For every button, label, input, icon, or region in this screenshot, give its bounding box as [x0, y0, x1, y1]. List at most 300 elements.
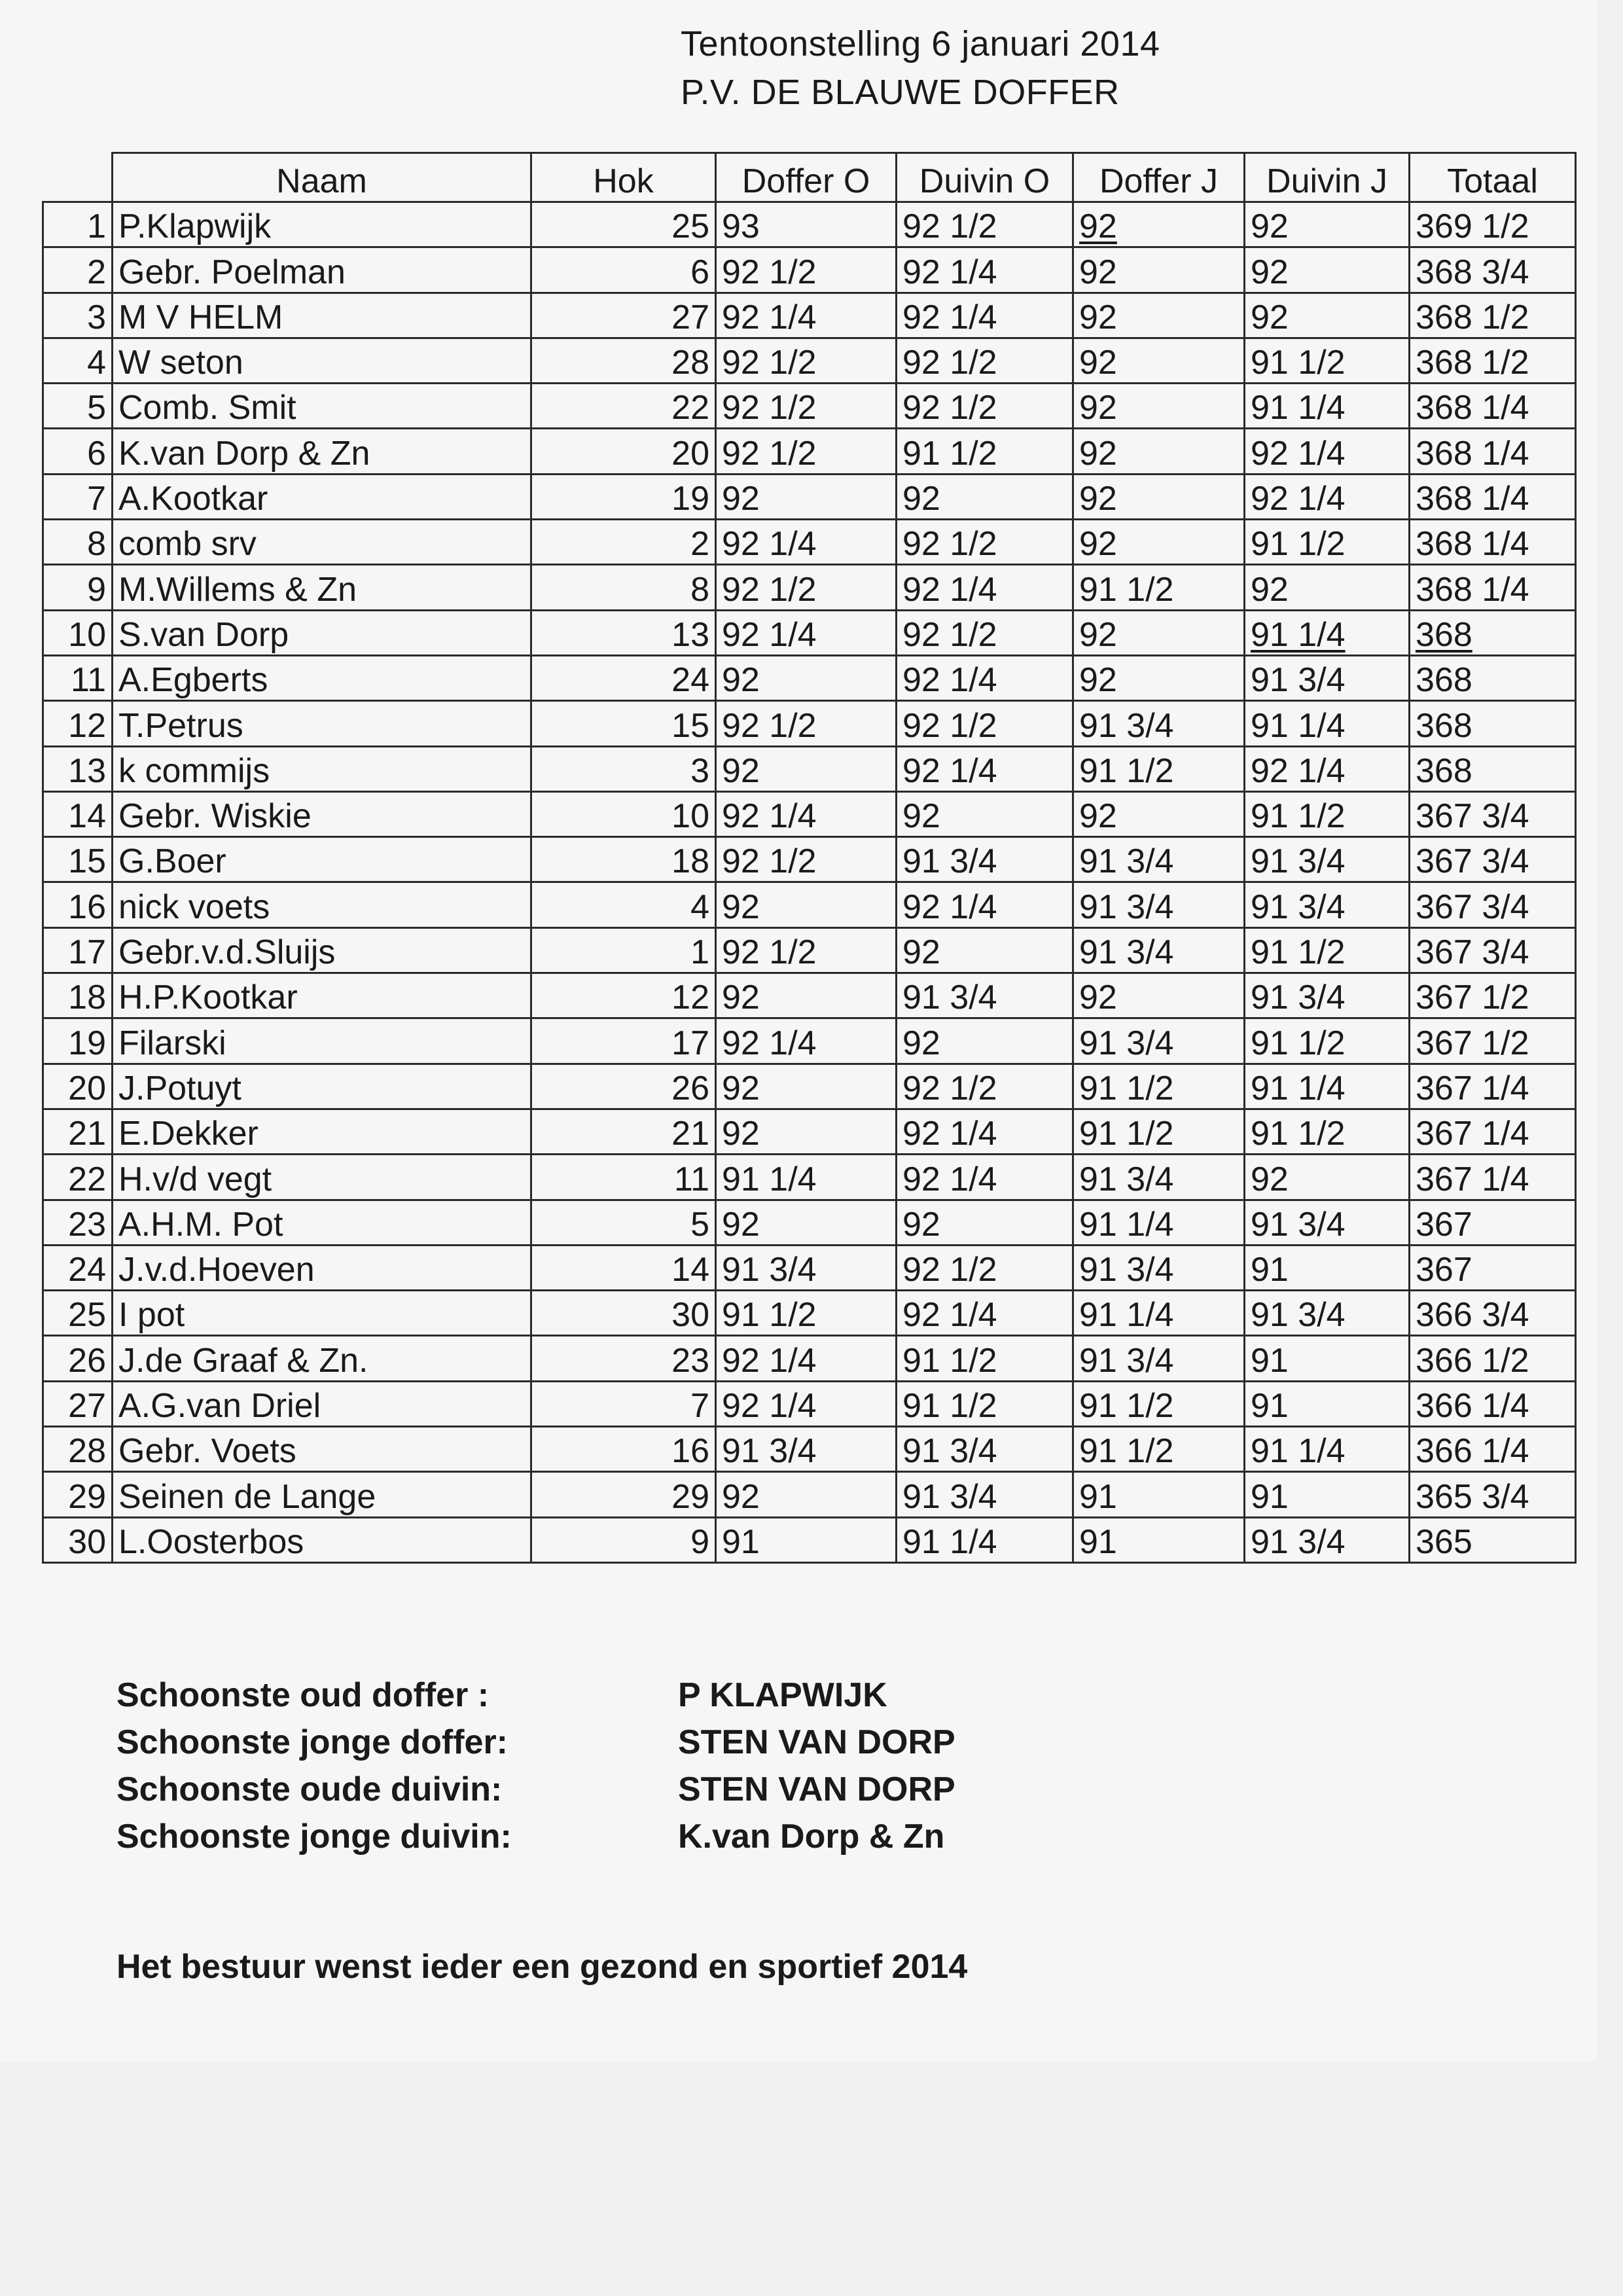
cell-value: 367: [1416, 1251, 1472, 1289]
cell-value: 365: [1416, 1522, 1472, 1561]
duivin-o-cell: [897, 1517, 1073, 1562]
table-row: [43, 610, 1576, 655]
cell-value: 8: [87, 525, 106, 564]
cell-value: 6: [87, 434, 106, 473]
cell-value: 18: [68, 978, 106, 1017]
duivin-o-cell: [897, 1018, 1073, 1064]
cell-value: 91 3/4: [902, 1477, 997, 1516]
cell-value: 8: [690, 570, 709, 609]
doffer-j-cell: [1073, 701, 1245, 746]
cell-value: 11: [674, 1160, 709, 1198]
cell-value: 92 1/4: [902, 570, 997, 609]
cell-value: 368 1/4: [1416, 570, 1529, 609]
duivin-j-cell: [1245, 384, 1410, 429]
award-row: [116, 1719, 955, 1766]
cell-value: 92 1/4: [902, 1115, 997, 1153]
table-row: [43, 1018, 1576, 1064]
name-cell: [113, 1472, 531, 1517]
totaal-cell: [1410, 202, 1576, 247]
hok-cell: [531, 1381, 716, 1426]
hok-cell: [531, 1018, 716, 1064]
hok-cell: [531, 565, 716, 610]
cell-value: 91 3/4: [1079, 888, 1174, 926]
table-row: [43, 1381, 1576, 1426]
hok-cell: [531, 1245, 716, 1290]
cell-value: 6: [690, 253, 709, 291]
duivin-j-cell: [1245, 1381, 1410, 1426]
cell-value: 92: [1251, 253, 1289, 291]
totaal-cell: [1410, 1336, 1576, 1381]
doffer-o-cell: [716, 1018, 897, 1064]
name-cell: [113, 247, 531, 293]
table-row: [43, 429, 1576, 474]
totaal-cell: [1410, 338, 1576, 383]
cell-value: 92 1/4: [1251, 751, 1346, 790]
doffer-j-cell: [1073, 1381, 1245, 1426]
cell-value: Gebr. Poelman: [118, 253, 346, 291]
duivin-o-cell: [897, 837, 1073, 882]
duivin-o-cell: [897, 973, 1073, 1018]
cell-value: Seinen de Lange: [118, 1477, 376, 1516]
cell-value: 2: [87, 253, 106, 291]
cell-value: 91 3/4: [1079, 933, 1174, 972]
cell-value: 92 1/2: [902, 207, 997, 246]
doffer-j-cell: [1073, 338, 1245, 383]
doffer-o-cell: [716, 701, 897, 746]
cell-value: 30: [68, 1522, 106, 1561]
name-cell: [113, 655, 531, 700]
totaal-cell: [1410, 429, 1576, 474]
duivin-j-cell: [1245, 837, 1410, 882]
doffer-o-cell: [716, 882, 897, 927]
name-cell: [113, 1291, 531, 1336]
cell-value: 92: [902, 1205, 940, 1244]
duivin-j-cell: [1245, 655, 1410, 700]
cell-value: 92: [1079, 207, 1117, 246]
doffer-j-cell: [1073, 1018, 1245, 1064]
totaal-cell: [1410, 701, 1576, 746]
award-label: Schoonste jonge duivin:: [116, 1818, 512, 1856]
doffer-j-cell: [1073, 247, 1245, 293]
rank-cell: [43, 791, 113, 836]
doffer-j-cell: [1073, 655, 1245, 700]
cell-value: 92: [1079, 978, 1117, 1017]
cell-value: 4: [87, 344, 106, 382]
cell-value: 15: [671, 706, 709, 745]
name-cell: [113, 973, 531, 1018]
cell-value: 91 1/4: [1251, 389, 1346, 427]
cell-value: 92: [722, 751, 760, 790]
cell-value: 366 3/4: [1416, 1296, 1529, 1335]
cell-value: H.P.Kootkar: [118, 978, 298, 1017]
cell-value: 24: [671, 661, 709, 700]
hok-cell: [531, 474, 716, 519]
cell-value: 16: [68, 888, 106, 926]
hok-cell: [531, 1109, 716, 1154]
totaal-cell: [1410, 247, 1576, 293]
name-cell: [113, 1155, 531, 1200]
rank-cell: [43, 338, 113, 383]
rank-cell: [43, 565, 113, 610]
award-row: [116, 1766, 955, 1813]
cell-value: 13: [671, 615, 709, 654]
doffer-o-cell: [716, 429, 897, 474]
duivin-o-cell: [897, 247, 1073, 293]
name-cell: [113, 1064, 531, 1109]
cell-value: 92: [1079, 298, 1117, 336]
cell-value: 92: [1079, 344, 1117, 382]
cell-value: 91 3/4: [1251, 1296, 1346, 1335]
table-row: [43, 1155, 1576, 1200]
duivin-j-cell: [1245, 610, 1410, 655]
cell-value: A.Egberts: [118, 661, 268, 700]
cell-value: 26: [68, 1341, 106, 1380]
hok-cell: [531, 882, 716, 927]
cell-value: 91 1/4: [1079, 1296, 1174, 1335]
cell-value: 92 1/2: [902, 615, 997, 654]
doffer-j-cell: [1073, 1200, 1245, 1245]
cell-value: J.v.d.Hoeven: [118, 1251, 315, 1289]
table-row: [43, 973, 1576, 1018]
cell-value: 92: [722, 1069, 760, 1107]
doffer-o-cell: [716, 565, 897, 610]
duivin-o-cell: [897, 791, 1073, 836]
name-cell: [113, 791, 531, 836]
table-row: [43, 520, 1576, 565]
hok-cell: [531, 610, 716, 655]
cell-value: 368 1/4: [1416, 434, 1529, 473]
cell-value: 91 3/4: [1079, 706, 1174, 745]
duivin-o-cell: [897, 1427, 1073, 1472]
rank-cell: [43, 746, 113, 791]
doffer-o-cell: [716, 247, 897, 293]
totaal-cell: [1410, 520, 1576, 565]
cell-value: 92: [1079, 389, 1117, 427]
doffer-o-cell: [716, 1200, 897, 1245]
cell-value: 5: [87, 389, 106, 427]
cell-value: 367 1/2: [1416, 978, 1529, 1017]
doffer-j-cell: [1073, 882, 1245, 927]
cell-value: 23: [68, 1205, 106, 1244]
cell-value: 91 1/2: [1079, 570, 1174, 609]
cell-value: Gebr. Wiskie: [118, 797, 312, 836]
cell-value: Comb. Smit: [118, 389, 296, 427]
cell-value: 368: [1416, 661, 1472, 700]
duivin-j-cell: [1245, 202, 1410, 247]
award-row: [116, 1672, 955, 1719]
doffer-j-cell: [1073, 429, 1245, 474]
name-cell: [113, 882, 531, 927]
rank-cell: [43, 1109, 113, 1154]
cell-value: 92: [1079, 525, 1117, 564]
cell-value: 92 1/4: [902, 751, 997, 790]
totaal-cell: [1410, 791, 1576, 836]
cell-value: 92: [1079, 797, 1117, 836]
cell-value: 91 1/2: [902, 1387, 997, 1426]
name-cell: [113, 1381, 531, 1426]
rank-cell: [43, 1291, 113, 1336]
cell-value: 366 1/4: [1416, 1432, 1529, 1471]
hok-cell: [531, 1472, 716, 1517]
hok-cell: [531, 520, 716, 565]
cell-value: 92: [722, 978, 760, 1017]
hok-cell: [531, 1200, 716, 1245]
cell-value: 92: [1079, 253, 1117, 291]
duivin-o-cell: [897, 655, 1073, 700]
cell-value: 11: [71, 661, 106, 700]
table-row: [43, 655, 1576, 700]
hok-cell: [531, 927, 716, 973]
name-cell: [113, 1200, 531, 1245]
cell-value: 3: [87, 298, 106, 336]
cell-value: 91 3/4: [1079, 842, 1174, 881]
rank-cell: [43, 384, 113, 429]
cell-value: 21: [671, 1115, 709, 1153]
cell-value: 91 1/4: [1251, 1432, 1346, 1471]
doffer-j-cell: [1073, 791, 1245, 836]
cell-value: 91 3/4: [722, 1251, 817, 1289]
hok-cell: [531, 384, 716, 429]
table-row: [43, 882, 1576, 927]
rank-cell: [43, 1155, 113, 1200]
doffer-j-cell: [1073, 1109, 1245, 1154]
cell-value: 23: [671, 1341, 709, 1380]
rank-cell: [43, 429, 113, 474]
duivin-j-cell: [1245, 1517, 1410, 1562]
totaal-cell: [1410, 1427, 1576, 1472]
cell-value: 1: [690, 933, 709, 972]
name-cell: [113, 338, 531, 383]
cell-value: 368 1/2: [1416, 344, 1529, 382]
duivin-o-cell: [897, 746, 1073, 791]
cell-value: 14: [68, 797, 106, 836]
doffer-j-cell: [1073, 1155, 1245, 1200]
cell-value: 29: [68, 1477, 106, 1516]
name-cell: [113, 927, 531, 973]
cell-value: 12: [68, 706, 106, 745]
cell-value: 368: [1416, 615, 1472, 654]
cell-value: 91 1/4: [902, 1522, 997, 1561]
duivin-j-cell: [1245, 1200, 1410, 1245]
table-row: [43, 293, 1576, 338]
duivin-o-cell: [897, 1291, 1073, 1336]
doffer-o-cell: [716, 927, 897, 973]
cell-value: 368 1/4: [1416, 525, 1529, 564]
totaal-cell: [1410, 973, 1576, 1018]
cell-value: 92: [1251, 298, 1289, 336]
award-winner: STEN VAN DORP: [678, 1770, 955, 1808]
duivin-o-cell: [897, 1381, 1073, 1426]
cell-value: 91 1/2: [1079, 1432, 1174, 1471]
cell-value: M.Willems & Zn: [118, 570, 357, 609]
totaal-cell: [1410, 882, 1576, 927]
table-row: [43, 1245, 1576, 1290]
cell-value: 27: [68, 1387, 106, 1426]
cell-value: 92 1/2: [722, 706, 817, 745]
cell-value: 365 3/4: [1416, 1477, 1529, 1516]
cell-value: A.H.M. Pot: [118, 1205, 283, 1244]
hok-cell: [531, 338, 716, 383]
cell-value: 1: [87, 207, 106, 246]
page-title: Tentoonstelling 6 januari 2014: [681, 24, 1160, 63]
doffer-j-cell: [1073, 565, 1245, 610]
hok-cell: [531, 1517, 716, 1562]
cell-value: Gebr.v.d.Sluijs: [118, 933, 336, 972]
doffer-j-cell: [1073, 1245, 1245, 1290]
totaal-cell: [1410, 1472, 1576, 1517]
footer-message: Het bestuur wenst ieder een gezond en sportief 2014: [116, 1948, 968, 1986]
duivin-o-cell: [897, 429, 1073, 474]
cell-value: 91: [722, 1522, 760, 1561]
hok-cell: [531, 837, 716, 882]
cell-value: 91 1/2: [1251, 1024, 1346, 1062]
doffer-o-cell: [716, 791, 897, 836]
cell-value: 368: [1416, 706, 1472, 745]
cell-value: 366 1/4: [1416, 1387, 1529, 1426]
totaal-cell: [1410, 1517, 1576, 1562]
duivin-j-cell: [1245, 1336, 1410, 1381]
cell-value: 367 1/4: [1416, 1115, 1529, 1153]
table-header-row: [43, 153, 1576, 202]
cell-value: 91 1/2: [722, 1296, 817, 1335]
doffer-o-cell: [716, 1381, 897, 1426]
cell-value: 91 1/4: [722, 1160, 817, 1198]
doffer-o-cell: [716, 1064, 897, 1109]
cell-value: 92: [1251, 1160, 1289, 1198]
duivin-o-cell: [897, 293, 1073, 338]
cell-value: 366 1/2: [1416, 1341, 1529, 1380]
name-cell: [113, 1018, 531, 1064]
cell-value: 3: [690, 751, 709, 790]
duivin-j-cell: [1245, 973, 1410, 1018]
cell-value: 24: [68, 1251, 106, 1289]
cell-value: 92 1/4: [902, 253, 997, 291]
rank-cell: [43, 247, 113, 293]
duivin-j-cell: [1245, 565, 1410, 610]
doffer-o-cell: [716, 973, 897, 1018]
cell-value: 92 1/2: [722, 933, 817, 972]
doffer-j-cell: [1073, 474, 1245, 519]
cell-value: 368 1/4: [1416, 480, 1529, 518]
totaal-cell: [1410, 1245, 1576, 1290]
name-cell: [113, 429, 531, 474]
cell-value: 367: [1416, 1205, 1472, 1244]
duivin-o-cell: [897, 701, 1073, 746]
cell-value: 91: [1251, 1341, 1289, 1380]
cell-value: 91 1/4: [1251, 706, 1346, 745]
duivin-j-cell: [1245, 1064, 1410, 1109]
table-row: [43, 384, 1576, 429]
award-row: [116, 1813, 955, 1860]
cell-value: 20: [68, 1069, 106, 1107]
duivin-o-cell: [897, 610, 1073, 655]
rank-cell: [43, 882, 113, 927]
table-row: [43, 1472, 1576, 1517]
cell-value: 92 1/4: [722, 797, 817, 836]
cell-value: 92 1/4: [722, 1024, 817, 1062]
duivin-o-cell: [897, 882, 1073, 927]
doffer-j-cell: [1073, 520, 1245, 565]
cell-value: 92: [722, 1477, 760, 1516]
hok-cell: [531, 973, 716, 1018]
doffer-o-cell: [716, 1245, 897, 1290]
duivin-j-cell: [1245, 927, 1410, 973]
hok-cell: [531, 293, 716, 338]
cell-value: Gebr. Voets: [118, 1432, 296, 1471]
awards-section: [116, 1672, 955, 1860]
cell-value: 12: [671, 978, 709, 1017]
cell-value: 14: [671, 1251, 709, 1289]
duivin-j-cell: [1245, 882, 1410, 927]
totaal-cell: [1410, 1018, 1576, 1064]
cell-value: 91 3/4: [1079, 1251, 1174, 1289]
duivin-j-cell: [1245, 1472, 1410, 1517]
table-row: [43, 1291, 1576, 1336]
rank-cell: [43, 1427, 113, 1472]
doffer-o-cell: [716, 384, 897, 429]
cell-value: 91 1/2: [1079, 1069, 1174, 1107]
cell-value: 92 1/4: [722, 1341, 817, 1380]
doffer-j-cell: [1073, 384, 1245, 429]
cell-value: 92: [1251, 570, 1289, 609]
cell-value: 7: [690, 1387, 709, 1426]
cell-value: 92 1/4: [722, 525, 817, 564]
duivin-j-cell: [1245, 791, 1410, 836]
doffer-o-cell: [716, 610, 897, 655]
name-cell: [113, 1336, 531, 1381]
cell-value: 91 3/4: [1079, 1341, 1174, 1380]
duivin-o-cell: [897, 1155, 1073, 1200]
table-row: [43, 1517, 1576, 1562]
duivin-o-cell: [897, 520, 1073, 565]
award-label: Schoonste jonge doffer:: [116, 1723, 508, 1761]
cell-value: 92 1/2: [722, 434, 817, 473]
cell-value: 92 1/2: [902, 389, 997, 427]
cell-value: 92 1/2: [902, 344, 997, 382]
cell-value: 92 1/4: [722, 615, 817, 654]
cell-value: 91 3/4: [1251, 1522, 1346, 1561]
cell-value: 19: [671, 480, 709, 518]
doffer-o-cell: [716, 1336, 897, 1381]
rank-header: [43, 153, 113, 202]
cell-value: 91 3/4: [902, 842, 997, 881]
doffer-j-cell: [1073, 973, 1245, 1018]
cell-value: 91: [1251, 1251, 1289, 1289]
table-row: [43, 1336, 1576, 1381]
hok-cell: [531, 791, 716, 836]
cell-value: 367 3/4: [1416, 842, 1529, 881]
duivin-j-cell: [1245, 1427, 1410, 1472]
totaal-cell: [1410, 384, 1576, 429]
cell-value: 367 3/4: [1416, 797, 1529, 836]
cell-value: T.Petrus: [118, 706, 243, 745]
cell-value: 91 1/2: [1251, 933, 1346, 972]
cell-value: 92 1/2: [902, 706, 997, 745]
totaal-cell: [1410, 1291, 1576, 1336]
totaal-cell: [1410, 1064, 1576, 1109]
results-body: [43, 202, 1576, 1563]
cell-value: 10: [671, 797, 709, 836]
cell-value: W seton: [118, 344, 243, 382]
doffer-o-cell: [716, 1517, 897, 1562]
rank-cell: [43, 1018, 113, 1064]
doffer-o-cell: [716, 1291, 897, 1336]
duivin-j-cell: [1245, 293, 1410, 338]
duivin-j-cell: [1245, 429, 1410, 474]
doffer-o-cell: [716, 474, 897, 519]
column-header-naam: Naam: [113, 153, 531, 202]
rank-cell: [43, 1245, 113, 1290]
